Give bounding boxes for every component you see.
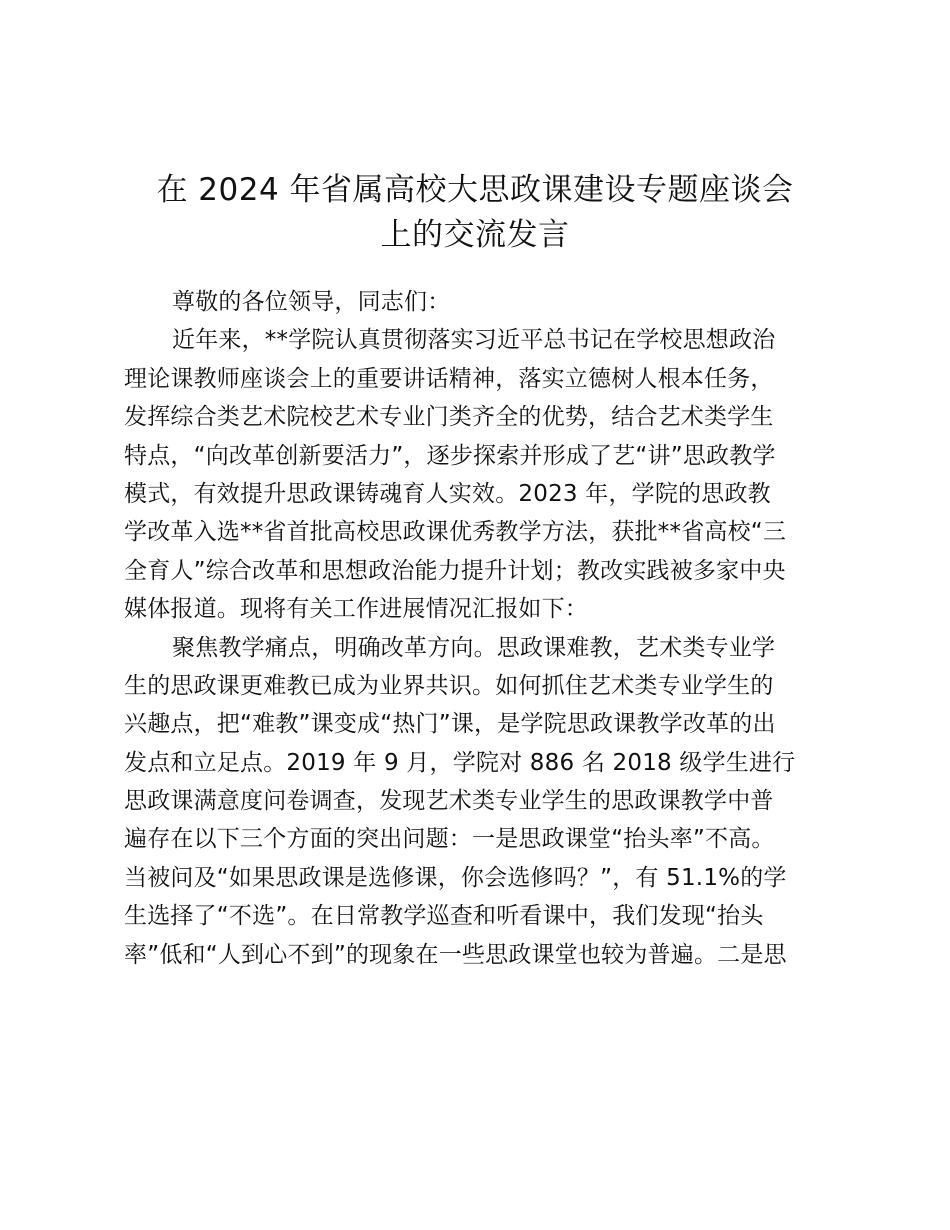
paragraph-2-line-1: 聚焦教学痛点，明确改革方向。思政课难教，艺术类专业学 [172,634,776,661]
paragraph-1-line-4: 特点，“向改革创新要活力”，逐步探索并形成了艺“讲”思政教学 [124,442,776,469]
paragraph-2-line-9: 率”低和“人到心不到”的现象在一些思政课堂也较为普遍。二是思 [124,941,787,968]
document-body [124,283,834,974]
paragraph-1-line-3: 发挥综合类艺术院校艺术专业门类齐全的优势，结合艺术类学生 [124,404,774,431]
title-line-2: 上的交流发言 [380,217,570,253]
document-title [110,168,840,258]
paragraph-2-line-5: 思政课满意度问卷调查，发现艺术类专业学生的思政课教学中普 [124,788,774,815]
paragraph-1-line-5: 模式，有效提升思政课铸魂育人实效。2023 年，学院的思政教 [124,480,771,507]
paragraph-2-line-3: 兴趣点，把“难教”课变成“热门”课，是学院思政课教学改革的出 [124,711,776,738]
paragraph-1-line-8: 媒体报道。现将有关工作进展情况汇报如下： [124,596,588,623]
paragraph-2-line-8: 生选择了“不选”。在日常教学巡查和听看课中，我们发现“抬头 [124,903,764,930]
title-line-1: 在 2024 年省属高校大思政课建设专题座谈会 [156,172,794,208]
paragraph-1-line-1: 近年来，**学院认真贯彻落实习近平总书记在学校思想政治 [172,327,776,354]
paragraph-1-line-6: 学改革入选**省首批高校思政课优秀教学方法，获批**省高校“三 [124,519,787,546]
paragraph-2-line-2: 生的思政课更难教已成为业界共识。如何抓住艺术类专业学生的 [124,672,774,699]
paragraph-2-line-4: 发点和立足点。2019 年 9 月，学院对 886 名 2018 级学生进行 [124,749,796,776]
paragraph-2-line-7: 当被问及“如果思政课是选修课，你会选修吗？”，有 51.1%的学 [124,864,787,891]
paragraph-1-line-7: 全育人”综合改革和思想政治能力提升计划；教改实践被多家中央 [124,557,786,584]
paragraph-1-line-2: 理论课教师座谈会上的重要讲话精神，落实立德树人根本任务， [124,365,774,392]
paragraph-2-line-6: 遍存在以下三个方面的突出问题：一是思政课堂“抬头率”不高。 [124,826,775,853]
salutation: 尊敬的各位领导，同志们： [172,289,451,315]
